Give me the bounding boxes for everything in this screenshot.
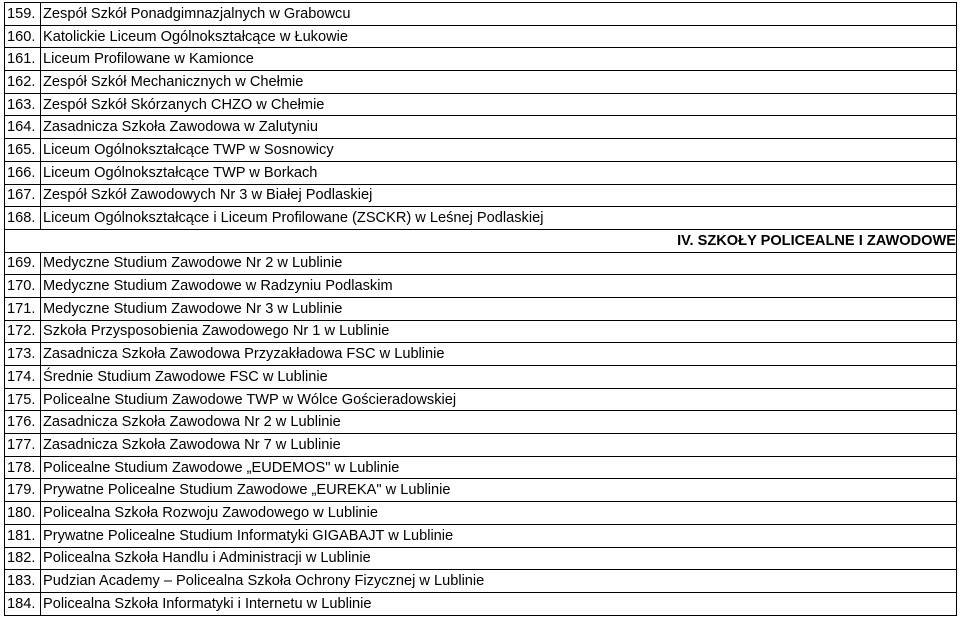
school-name: Liceum Ogólnokształcące TWP w Borkach xyxy=(41,161,957,184)
row-number: 170. xyxy=(5,275,41,298)
school-name: Medyczne Studium Zawodowe Nr 2 w Lublinie xyxy=(41,252,957,275)
table-row xyxy=(5,184,957,207)
school-name: Zespół Szkół Ponadgimnazjalnych w Grabowcu xyxy=(41,3,957,26)
school-name: Prywatne Policealne Studium Zawodowe „EUREKA" w Lublinie xyxy=(41,479,957,502)
row-number: 181. xyxy=(5,524,41,547)
table-row xyxy=(5,93,957,116)
school-name: Katolickie Liceum Ogólnokształcące w Łukowie xyxy=(41,25,957,48)
school-name: Policealna Szkoła Rozwoju Zawodowego w Lublinie xyxy=(41,502,957,525)
row-number: 172. xyxy=(5,320,41,343)
section-heading: IV. SZKOŁY POLICEALNE I ZAWODOWE xyxy=(5,229,957,252)
table-row xyxy=(5,139,957,162)
school-list-page xyxy=(4,2,956,616)
school-name: Zespół Szkół Zawodowych Nr 3 w Białej Podlaskiej xyxy=(41,184,957,207)
school-name: Policealne Studium Zawodowe „EUDEMOS" w Lublinie xyxy=(41,456,957,479)
row-number: 171. xyxy=(5,297,41,320)
school-name: Zasadnicza Szkoła Zawodowa w Zalutyniu xyxy=(41,116,957,139)
row-number: 167. xyxy=(5,184,41,207)
row-number: 164. xyxy=(5,116,41,139)
table-row xyxy=(5,320,957,343)
school-name: Prywatne Policealne Studium Informatyki GIGABAJT w Lublinie xyxy=(41,524,957,547)
table-row xyxy=(5,479,957,502)
row-number: 182. xyxy=(5,547,41,570)
school-name: Zespół Szkół Skórzanych CHZO w Chełmie xyxy=(41,93,957,116)
school-name: Zasadnicza Szkoła Zawodowa Nr 7 w Lublinie xyxy=(41,434,957,457)
school-name: Liceum Ogólnokształcące TWP w Sosnowicy xyxy=(41,139,957,162)
table-row xyxy=(5,411,957,434)
school-name: Pudzian Academy – Policealna Szkoła Ochrony Fizycznej w Lublinie xyxy=(41,570,957,593)
school-name: Zespół Szkół Mechanicznych w Chełmie xyxy=(41,71,957,94)
table-row xyxy=(5,116,957,139)
table-row xyxy=(5,592,957,615)
row-number: 184. xyxy=(5,592,41,615)
table-row xyxy=(5,570,957,593)
table-row xyxy=(5,434,957,457)
row-number: 168. xyxy=(5,207,41,230)
table-row xyxy=(5,275,957,298)
row-number: 159. xyxy=(5,3,41,26)
row-number: 177. xyxy=(5,434,41,457)
row-number: 176. xyxy=(5,411,41,434)
row-number: 175. xyxy=(5,388,41,411)
row-number: 174. xyxy=(5,366,41,389)
school-name: Policealna Szkoła Handlu i Administracji w Lublinie xyxy=(41,547,957,570)
table-row xyxy=(5,297,957,320)
row-number: 179. xyxy=(5,479,41,502)
row-number: 162. xyxy=(5,71,41,94)
school-list-group-a xyxy=(5,3,957,230)
school-name: Medyczne Studium Zawodowe w Radzyniu Podlaskim xyxy=(41,275,957,298)
school-name: Policealna Szkoła Informatyki i Internetu w Lublinie xyxy=(41,592,957,615)
school-list-table xyxy=(4,2,957,616)
table-row xyxy=(5,524,957,547)
table-row xyxy=(5,48,957,71)
school-name: Zasadnicza Szkoła Zawodowa Przyzakładowa FSC w Lublinie xyxy=(41,343,957,366)
row-number: 183. xyxy=(5,570,41,593)
row-number: 163. xyxy=(5,93,41,116)
school-name: Zasadnicza Szkoła Zawodowa Nr 2 w Lublinie xyxy=(41,411,957,434)
school-list-group-b xyxy=(5,252,957,615)
table-row xyxy=(5,71,957,94)
row-number: 180. xyxy=(5,502,41,525)
school-name: Medyczne Studium Zawodowe Nr 3 w Lublinie xyxy=(41,297,957,320)
row-number: 160. xyxy=(5,25,41,48)
school-name: Liceum Ogólnokształcące i Liceum Profilowane (ZSCKR) w Leśnej Podlaskiej xyxy=(41,207,957,230)
table-row xyxy=(5,207,957,230)
school-name: Średnie Studium Zawodowe FSC w Lublinie xyxy=(41,366,957,389)
section-heading-row xyxy=(5,229,957,252)
section-row-group xyxy=(5,229,957,252)
row-number: 178. xyxy=(5,456,41,479)
table-row xyxy=(5,161,957,184)
table-row xyxy=(5,388,957,411)
row-number: 173. xyxy=(5,343,41,366)
table-row xyxy=(5,366,957,389)
row-number: 161. xyxy=(5,48,41,71)
table-row xyxy=(5,547,957,570)
table-row xyxy=(5,502,957,525)
row-number: 169. xyxy=(5,252,41,275)
school-name: Liceum Profilowane w Kamionce xyxy=(41,48,957,71)
school-name: Policealne Studium Zawodowe TWP w Wólce Gościeradowskiej xyxy=(41,388,957,411)
table-row xyxy=(5,25,957,48)
table-row xyxy=(5,3,957,26)
row-number: 166. xyxy=(5,161,41,184)
table-row xyxy=(5,252,957,275)
table-row xyxy=(5,456,957,479)
row-number: 165. xyxy=(5,139,41,162)
table-row xyxy=(5,343,957,366)
school-name: Szkoła Przysposobienia Zawodowego Nr 1 w Lublinie xyxy=(41,320,957,343)
